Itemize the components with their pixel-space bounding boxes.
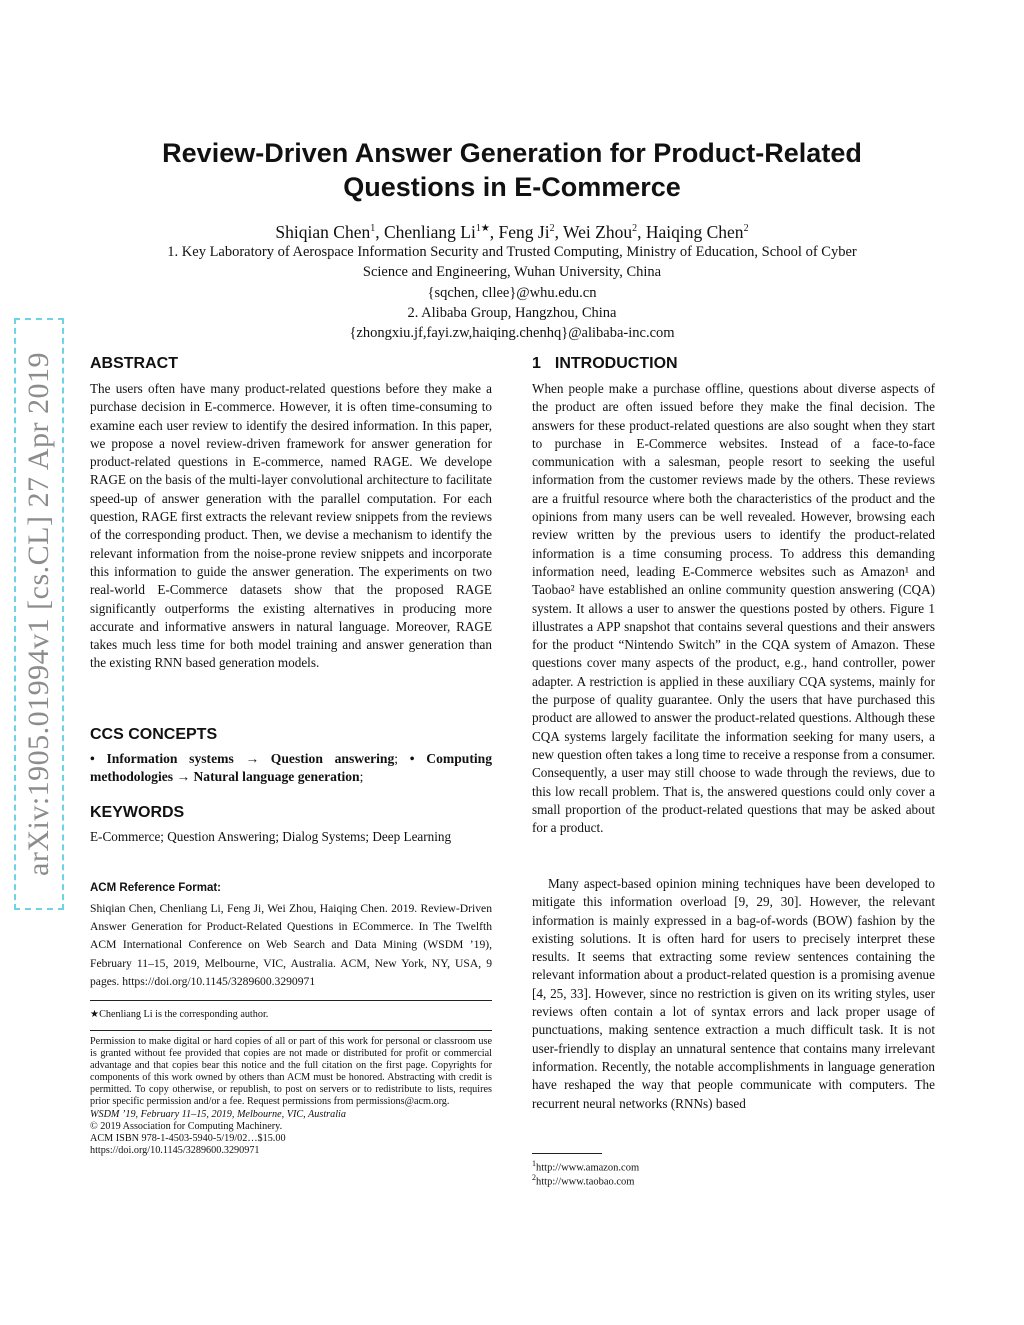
author: Feng Ji: [498, 221, 550, 242]
author: Haiqing Chen: [645, 221, 744, 242]
intro-paragraph-1: When people make a purchase offline, questions about diverse aspects of the product are often issued before they make the final decision. The answers for these product-related questions are also sought when they start to purchase in E-Commerce websites. Instead of a face-to-face communication with a salesman, people resort to seeking the useful information from the customer reviews made by the others. These reviews are a fruitful resource where both the characteristics of the product and the opinions from many users can be well revealed. However, browsing each review written by the previous users to identify the product-related information is a time consuming process. To address this demanding information need, leading E-Commerce websites such as Amazon¹ and Taobao² have established an online community question answering (CQA) system. It allows a user to answer the questions posted by others. Figure 1 illustrates a APP snapshot that contains several questions and their answers for the product “Nintendo Switch” in the CQA system of Amazon. These questions cover many aspects of the product, e.g., hand controller, power adapter. A restriction is applied in these auxiliary CQA systems, mainly for the purpose of quality guarantee. Only the users that have purchased this product are allowed to answer the product-related questions. Although these CQA systems largely facilitate the information seeking for many users, a new question often takes a long time to receive a response from a consumer. Consequently, a user may still choose to wade through the reviews, due to this low recall problem. That is, the answered questions could only cover a small proportion of the product-related questions that may be asked about for a product.: [532, 381, 935, 836]
permission-block: [90, 1036, 492, 1157]
abstract-heading: ABSTRACT: [90, 355, 178, 372]
author-list: Shiqian Chen$^1$, Chenliang $Li^{1★}$, Feng Ji$^2$, Wei Zhou$^2$, Haiqing Chen$^2$: [275, 221, 749, 242]
paper-title: [112, 136, 912, 204]
footnote: [532, 1171, 634, 1189]
ccs-separator: ;: [394, 751, 410, 766]
author: Shiqian Chen: [275, 221, 371, 242]
ccs-concepts: [90, 750, 492, 787]
permission-rule: [90, 1030, 492, 1031]
affiliation-email: {sqchen, cllee}@whu.edu.cn: [427, 285, 597, 301]
ccs-concept: • Information systems: [90, 751, 234, 766]
author-sup: 1: [370, 223, 376, 234]
acm-reference-label: ACM Reference Format:: [90, 882, 221, 894]
venue-line: WSDM ’19, February 11–15, 2019, Melbourne, VIC, Australia: [90, 1108, 346, 1120]
ccs-concept: Natural language generation: [193, 769, 360, 785]
affiliation-line: 2. Alibaba Group, Hangzhou, China: [407, 305, 617, 321]
footnote-number: 1: [532, 1159, 536, 1168]
title-line-2: Questions in E-Commerce: [343, 172, 681, 202]
author-sup: 1★: [475, 223, 490, 234]
author-sup: 2: [743, 223, 749, 234]
affiliation-line: 1. Key Laboratory of Aerospace Information Security and Trusted Computing, Ministry of Education, School of Cyber: [167, 244, 857, 260]
affiliation-line: Science and Engineering, Wuhan University, China: [362, 264, 662, 280]
intro-paragraph-2: Many aspect-based opinion mining techniques have been developed to mitigate this information overload [9, 29, 30]. However, the relevant information is mainly expressed in a bag-of-words (BOW) fashion by the existing solutions. It is often hard for users to precisely interpret these results. It seems that extracting some review sentences containing the relevant information about a product-related question is a promising avenue [4, 25, 33]. However, since no restriction is given on its writing styles, user reviews often contain a lot of syntax errors and lack proper usage of punctuations, making sentence extraction a much difficult task. It is not user-friendly to display an unnatural sentence that contains many irrelevant information. Recently, the notable accomplishments in language generation have reshaped the way that people communicate with computers. The recurrent neural networks (RNNs) based: [532, 876, 935, 1111]
section-number: 1: [532, 355, 541, 372]
ccs-end: ;: [359, 769, 364, 785]
footnote-rule: [532, 1153, 602, 1154]
acm-reference-text: Shiqian Chen, Chenliang Li, Feng Ji, Wei Zhou, Haiqing Chen. 2019. Review-Driven Answer Generation for Product-Related Questions in ECommerce. In The Twelfth ACM International Conference on Web Search and Data Mining (WSDM ’19), February 11–15, 2019, Melbourne, VIC, Australia. ACM, New York, NY, USA, 9 pages. https://doi.org/10.1145/3289600.3290971: [90, 902, 492, 988]
doi-line: https://doi.org/10.1145/3289600.3290971: [90, 1144, 260, 1156]
ccs-concept: • Computing methodologies: [90, 751, 492, 785]
author: Chenliang Li: [383, 221, 476, 242]
ccs-heading: CCS CONCEPTS: [90, 726, 218, 743]
permission-text: Permission to make digital or hard copies of all or part of this work for personal or classroom use is granted without fee provided that copies are not made or distributed for profit or commercial advantage and that copies bear this notice and the full citation on the first page. Copyrights for components of this work owned by others than ACM must be honored. Abstracting with credit is permitted. To copy otherwise, or republish, to post on servers or to redistribute to lists, requires prior specific permission and/or a fee. Request permissions from permissions@acm.org.: [90, 1036, 492, 1108]
author-sup: 2: [632, 223, 638, 234]
footnote-rule: [90, 1000, 492, 1001]
title-line-1: Review-Driven Answer Generation for Product-Related: [162, 138, 862, 168]
corresponding-author-note: ★Chenliang Li is the corresponding author.: [90, 1009, 269, 1020]
introduction-heading: [532, 355, 678, 373]
abstract-text: The users often have many product-related questions before they make a purchase decision in E-commerce. However, it is often time-consuming to examine each user review to identify the desired information. In this paper, we propose a novel review-driven framework for answer generation for product-related questions in E-commerce, named RAGE. We develope RAGE on the basis of the multi-layer convolutional architecture to facilitate speed-up of answer generation with the parallel computation. For each question, RAGE first extracts the relevant review snippets from the reviews of the corresponding product. Then, we devise a mechanism to identify the relevant information from the noise-prone review snippets and incorporate this information to guide the answer generation. The experiments on two real-world E-Commerce datasets show that the proposed RAGE significantly outperforms the existing alternatives in producing more accurate and informative answers in natural language. Moreover, RAGE takes much less time for both model training and answer generation than the existing RNN based generation models.: [90, 381, 492, 671]
ccs-arrow: →: [233, 751, 271, 766]
copyright-line: © 2019 Association for Computing Machinery.: [90, 1120, 283, 1132]
author-sup: 2: [549, 223, 555, 234]
author: Wei Zhou: [563, 221, 633, 242]
keywords-text: E-Commerce; Question Answering; Dialog Systems; Deep Learning: [90, 829, 452, 844]
arxiv-identifier: arXiv:1905.01994v1 [cs.CL] 27 Apr 2019: [22, 352, 55, 876]
footnote-url: http://www.taobao.com: [536, 1176, 635, 1188]
ccs-concept: Question answering: [270, 751, 395, 766]
section-title: INTRODUCTION: [554, 355, 678, 372]
arxiv-stamp: [14, 318, 64, 910]
footnote-number: 2: [532, 1173, 536, 1182]
footnote-url: http://www.amazon.com: [536, 1162, 640, 1174]
isbn-line: ACM ISBN 978-1-4503-5940-5/19/02…$15.00: [90, 1132, 286, 1144]
keywords-heading: KEYWORDS: [90, 804, 185, 821]
affiliation-email: {zhongxiu.jf,fayi.zw,haiqing.chenhq}@alibaba-inc.com: [349, 325, 675, 341]
ccs-arrow: →: [173, 769, 194, 785]
